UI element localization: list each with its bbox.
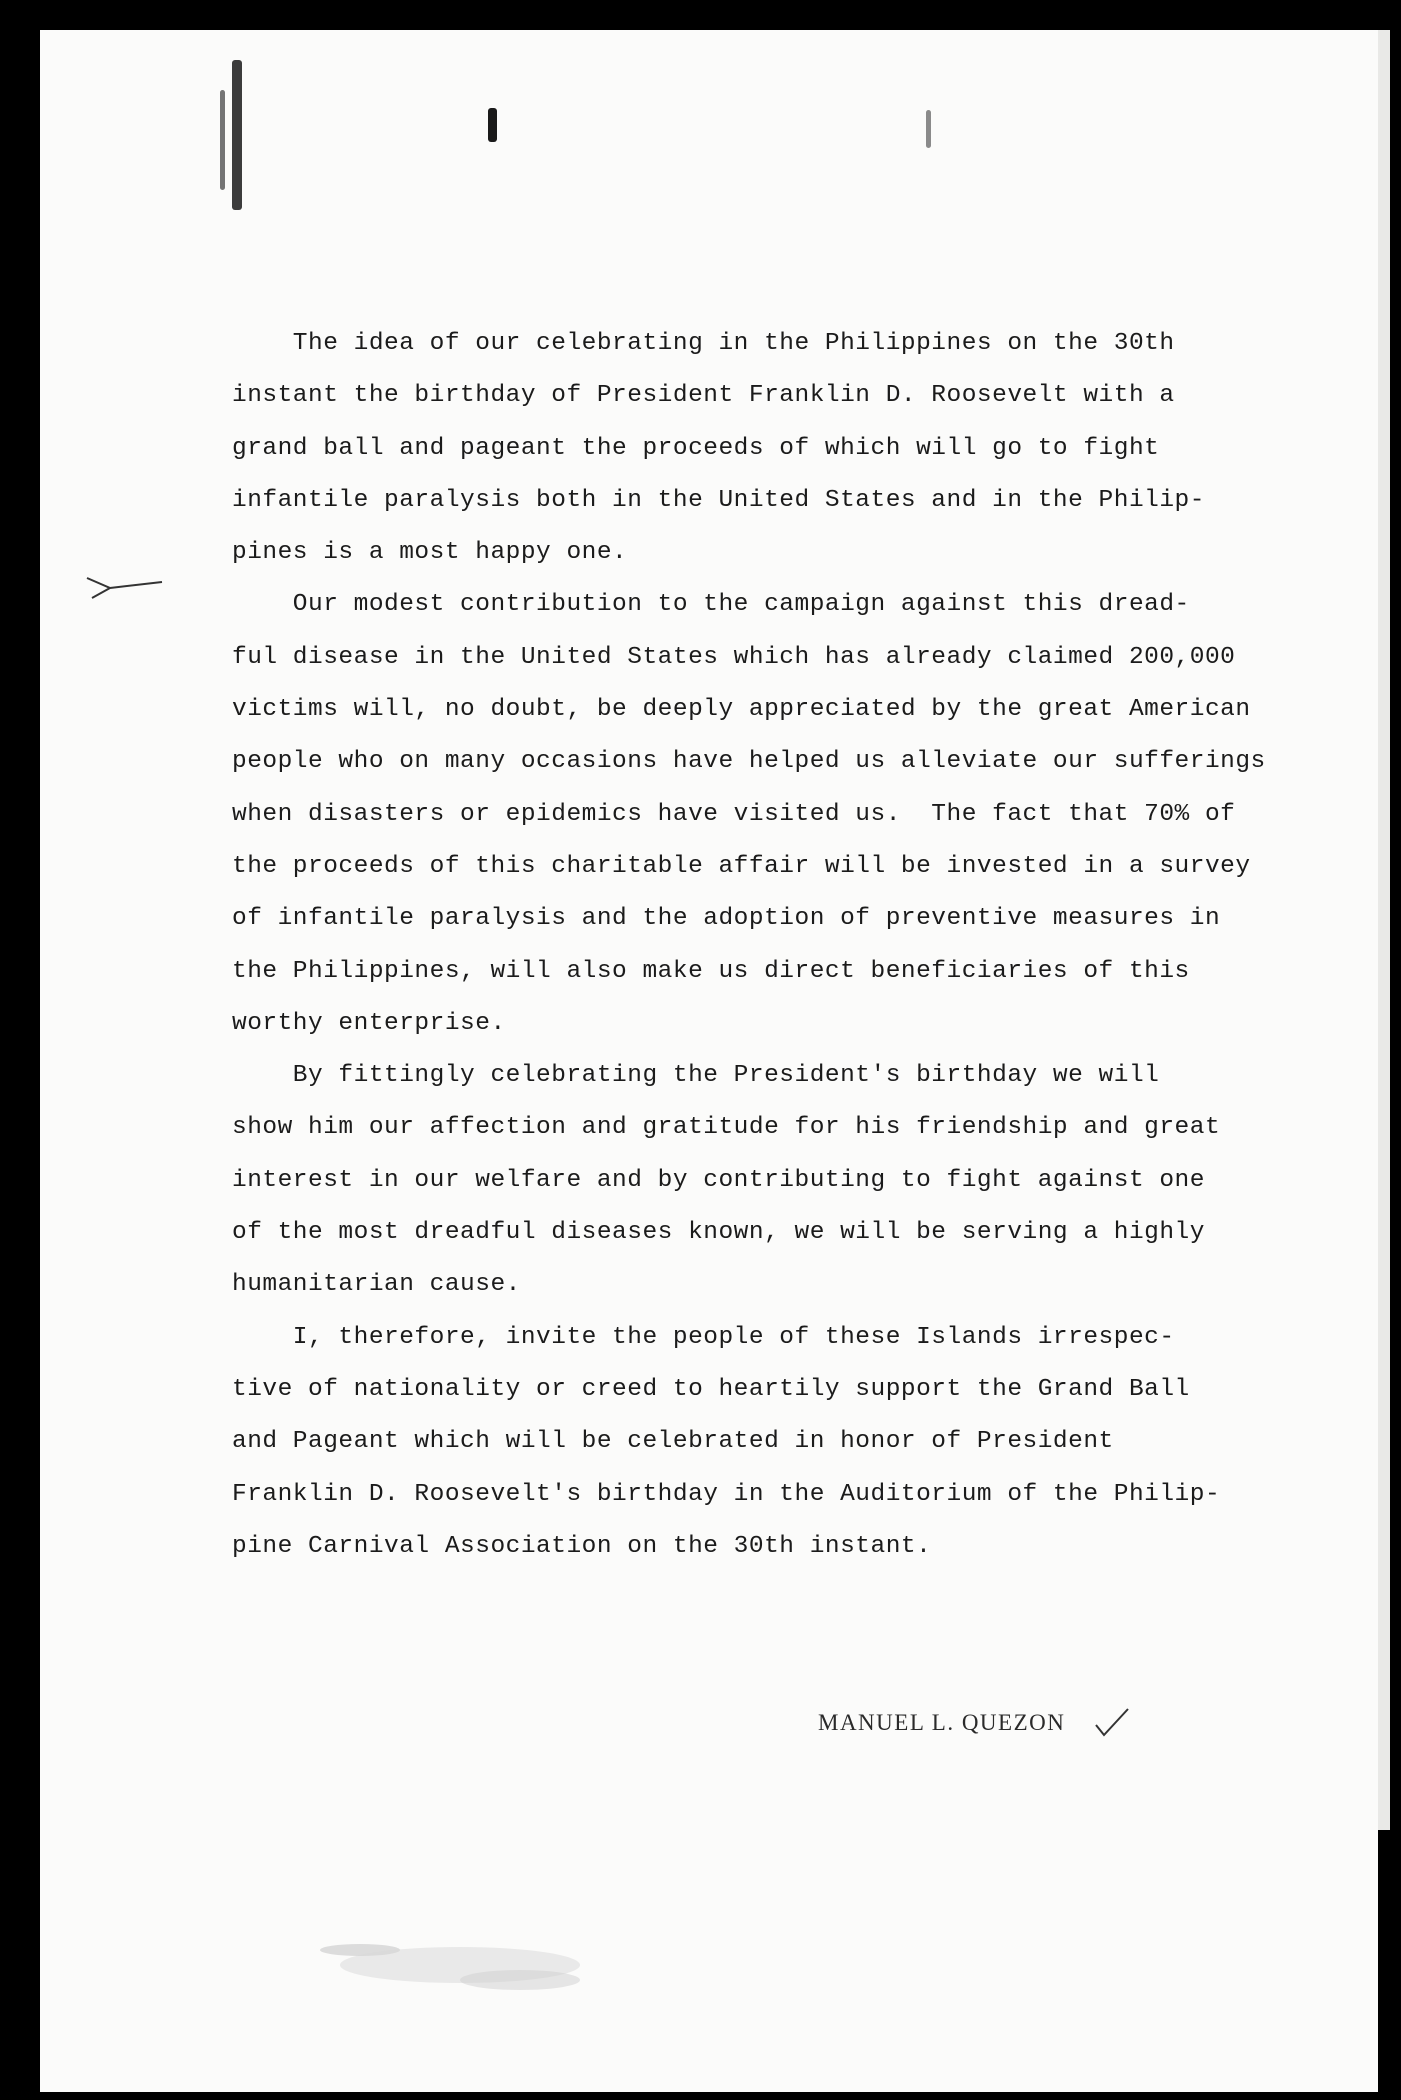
body-line: worthy enterprise. — [232, 1009, 506, 1037]
body-line: the proceeds of this charitable affair will be invested in a survey — [232, 852, 1251, 880]
body-line: interest in our welfare and by contributing to fight against one — [232, 1166, 1205, 1194]
body-line: when disasters or epidemics have visited us. The fact that 70% of — [232, 800, 1236, 828]
letter-body — [232, 318, 1312, 1573]
body-line: I, therefore, invite the people of these Islands irrespec- — [232, 1323, 1175, 1351]
document-page — [40, 30, 1378, 2092]
body-line: The idea of our celebrating in the Philippines on the 30th — [232, 330, 1175, 357]
hole-punch-mark-center — [488, 108, 497, 142]
paper-smudge — [300, 1920, 620, 2010]
body-line: of infantile paralysis and the adoption of preventive measures in — [232, 905, 1221, 933]
body-line: humanitarian cause. — [232, 1271, 521, 1299]
body-line: By fittingly celebrating the President's birthday we will — [232, 1062, 1160, 1090]
body-line: pines is a most happy one. — [232, 539, 628, 567]
body-line: grand ball and pageant the proceeds of which will go to fight — [232, 434, 1160, 462]
body-line: people who on many occasions have helped us alleviate our sufferings — [232, 748, 1266, 776]
body-line: tive of nationality or creed to heartily support the Grand Ball — [232, 1375, 1190, 1403]
checkmark-icon — [1092, 1705, 1132, 1741]
body-line: of the most dreadful diseases known, we will be serving a highly — [232, 1219, 1205, 1247]
body-line: the Philippines, will also make us direct beneficiaries of this — [232, 957, 1190, 985]
hole-punch-mark-right — [926, 110, 931, 148]
body-line: ful disease in the United States which has already claimed 200,000 — [232, 643, 1236, 671]
body-line: victims will, no doubt, be deeply appreciated by the great American — [232, 696, 1251, 724]
signature-name: MANUEL L. QUEZON — [818, 1710, 1066, 1735]
body-line: pine Carnival Association on the 30th instant. — [232, 1532, 932, 1560]
margin-scribble — [82, 570, 172, 610]
body-line: instant the birthday of President Franklin D. Roosevelt with a — [232, 382, 1175, 410]
body-line: and Pageant which will be celebrated in honor of President — [232, 1428, 1114, 1456]
hole-punch-mark-left — [232, 60, 242, 210]
hole-punch-mark-left-edge — [220, 90, 225, 190]
body-line: Franklin D. Roosevelt's birthday in the Auditorium of the Philip- — [232, 1480, 1221, 1508]
body-line: show him our affection and gratitude for his friendship and great — [232, 1114, 1221, 1142]
body-line: infantile paralysis both in the United States and in the Philip- — [232, 486, 1205, 514]
body-line: Our modest contribution to the campaign against this dread- — [232, 591, 1190, 619]
page-edge — [1378, 30, 1390, 1830]
